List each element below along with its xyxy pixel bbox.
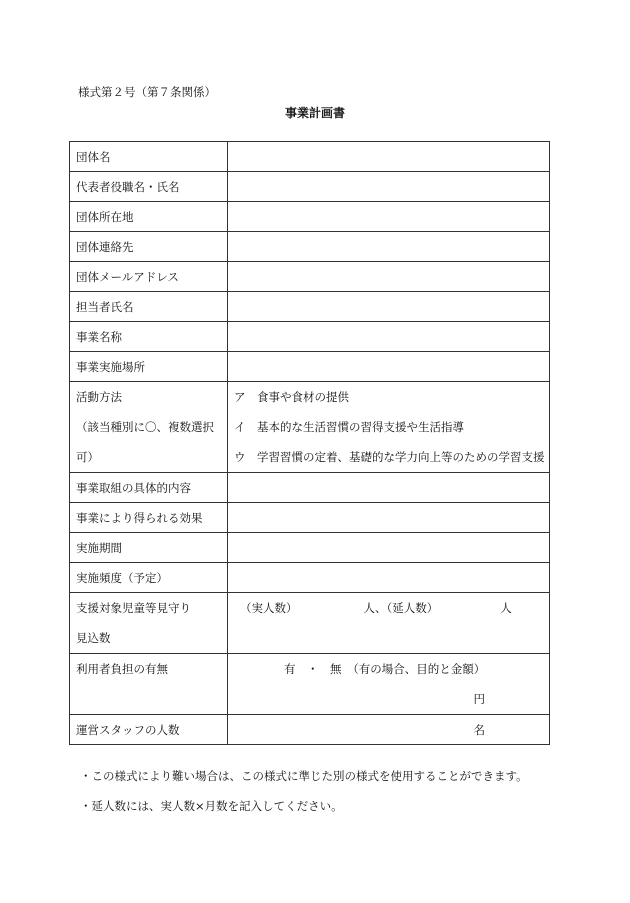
representative-label: 代表者役職名・氏名 (70, 172, 228, 202)
table-row (70, 563, 550, 593)
activity-method-label-line: （該当種別に〇、複数選択 (76, 420, 214, 434)
effects-field[interactable] (228, 503, 550, 533)
address-label: 団体所在地 (70, 202, 228, 232)
notes (80, 761, 528, 821)
table-row (70, 232, 550, 262)
actual-count-label: （実人数） (240, 601, 298, 615)
target-label-line: 支援対象児童等見守り (76, 601, 191, 615)
target-label (70, 593, 228, 654)
form-number: 様式第２号（第７条関係） (78, 85, 216, 99)
person-in-charge-label: 担当者氏名 (70, 292, 228, 322)
table-row (70, 533, 550, 563)
user-fee-field[interactable] (228, 654, 550, 715)
table-row (70, 654, 550, 715)
project-name-label: 事業名称 (70, 322, 228, 352)
frequency-label: 実施頻度（予定） (70, 563, 228, 593)
table-row (70, 262, 550, 292)
plan-table (69, 141, 550, 745)
organization-name-field[interactable] (228, 142, 550, 172)
email-label: 団体メールアドレス (70, 262, 228, 292)
target-label-line: 見込数 (76, 631, 111, 645)
note-line: ・この様式により難い場合は、この様式に準じた別の様式を使用することができます。 (80, 769, 528, 783)
table-row (70, 202, 550, 232)
details-label: 事業取組の具体的内容 (70, 473, 228, 503)
activity-option-u[interactable]: ウ 学習習慣の定着、基礎的な学力向上等のための学習支援 (234, 450, 545, 464)
total-count-unit: 人 (500, 601, 512, 615)
activity-method-label (70, 382, 228, 473)
user-fee-choice[interactable]: 有 ・ 無 （有の場合、目的と金額） (284, 662, 486, 676)
user-fee-label (70, 654, 228, 715)
target-field[interactable] (228, 593, 550, 654)
location-field[interactable] (228, 352, 550, 382)
table-row (70, 322, 550, 352)
details-field[interactable] (228, 473, 550, 503)
actual-count-unit: 人、（延人数） (363, 601, 439, 615)
activity-method-label-line: 活動方法 (76, 390, 122, 404)
address-field[interactable] (228, 202, 550, 232)
note-line: ・延人数には、実人数×月数を記入してください。 (80, 799, 343, 813)
table-row (70, 292, 550, 322)
project-name-field[interactable] (228, 322, 550, 352)
person-in-charge-field[interactable] (228, 292, 550, 322)
table-row (70, 142, 550, 172)
frequency-field[interactable] (228, 563, 550, 593)
staff-label: 運営スタッフの人数 (70, 715, 228, 745)
period-label: 実施期間 (70, 533, 228, 563)
table-row (70, 473, 550, 503)
activity-method-options (228, 382, 550, 473)
period-field[interactable] (228, 533, 550, 563)
effects-label: 事業により得られる効果 (70, 503, 228, 533)
table-row (70, 593, 550, 654)
organization-name-label: 団体名 (70, 142, 228, 172)
user-fee-label-text: 利用者負担の有無 (76, 662, 168, 676)
contact-label: 団体連絡先 (70, 232, 228, 262)
table-row (70, 715, 550, 745)
location-label: 事業実施場所 (70, 352, 228, 382)
table-row (70, 382, 550, 473)
staff-unit: 名 (473, 722, 485, 737)
table-row (70, 503, 550, 533)
activity-method-label-line: 可） (76, 450, 99, 464)
email-field[interactable] (228, 262, 550, 292)
table-row (70, 172, 550, 202)
activity-option-i[interactable]: イ 基本的な生活習慣の習得支援や生活指導 (234, 420, 464, 434)
staff-field[interactable] (228, 715, 550, 745)
contact-field[interactable] (228, 232, 550, 262)
representative-field[interactable] (228, 172, 550, 202)
table-row (70, 352, 550, 382)
yen-unit: 円 (473, 692, 485, 706)
activity-option-a[interactable]: ア 食事や食材の提供 (234, 390, 349, 404)
document-title: 事業計画書 (284, 106, 345, 120)
